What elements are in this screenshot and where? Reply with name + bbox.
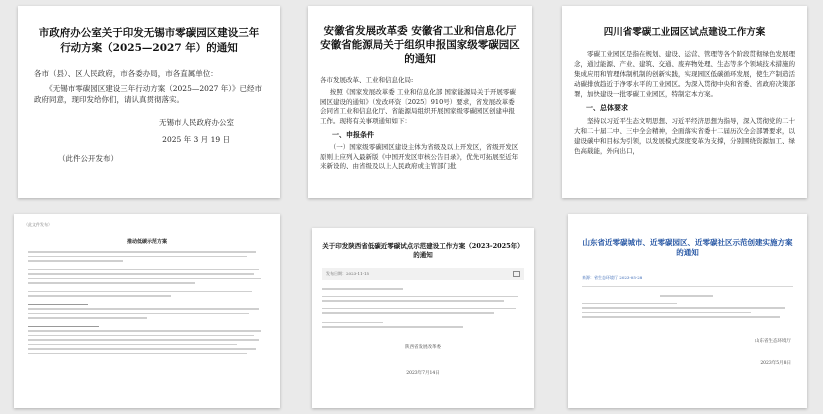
print-icon[interactable] xyxy=(513,271,520,277)
document-body: 《无锡市零碳园区建设三年行动方案（2025—2027 年）》已经市政府同意，现印发给你们，请认真贯彻落实。 xyxy=(34,84,263,104)
document-heading: 推动低碳示范方案 xyxy=(126,239,167,245)
document-title: 四川省零碳工业园区试点建设工作方案 xyxy=(603,27,766,38)
document-signature: 山东省生态环境厅 xyxy=(755,338,791,344)
document-date: 2023年5月8日 xyxy=(760,360,791,366)
document-title: 安徽省发展改革委 安徽省工业和信息化厅 安徽省能源局关于组织申报国家级零碳园区的通知 xyxy=(320,25,520,65)
document-title: 山东省近零碳城市、近零碳园区、近零碳社区示范创建实施方案的通知 xyxy=(582,238,793,257)
document-date: 2023年7月14日 xyxy=(406,370,440,376)
document-header: （此文件发布） xyxy=(24,222,52,227)
document-note: （此件公开发布） xyxy=(58,154,118,163)
document-salutation: 各市发展改革、工业和信息化局: xyxy=(320,76,414,84)
document-card-shaanxi xyxy=(312,228,534,408)
section-heading: 一、申报条件 xyxy=(332,130,374,139)
section-heading: 一、总体要求 xyxy=(586,103,628,112)
document-meta: 发布日期：2023-11-15 xyxy=(326,271,370,276)
document-date: 2025 年 3 月 19 日 xyxy=(162,135,230,144)
document-signature: 无锡市人民政府办公室 xyxy=(159,118,234,127)
document-card-sichuan xyxy=(562,6,807,198)
document-footer: 陕西省发展改革委 xyxy=(405,344,441,350)
document-card-wuxi xyxy=(18,6,280,198)
document-meta-bar xyxy=(322,268,524,280)
document-body: 按照《国家发展改革委 工业和信息化部 国家能源局关于开展零碳园区建设的通知》（发改环资〔2025〕910号）要求，省发展改革委会同省工业和信息化厅、省能源局组织开展国家级零碳园区创建申报工作。现将有关事项通知如下： xyxy=(320,88,516,125)
document-text-lines xyxy=(322,288,524,328)
document-card-shandong xyxy=(568,214,807,408)
document-meta: 来源：省生态环境厅 2023-05-28 xyxy=(582,264,793,287)
document-title: 市政府办公室关于印发无锡市零碳园区建设三年行动方案（2025—2027 年）的通知 xyxy=(38,27,260,54)
document-card-anhui xyxy=(308,6,532,198)
document-body: 零碳工业园区是指在规划、建设、运营、管理等各个阶段贯彻绿色发展理念，通过能源、产业、建筑、交通、废弃物处理、生态等多个领域技术措施的集成应用和管理体制机制的创新实践，实现园区低碳循环发展，使生产制造活动碳排放趋近于净零水平的工业园区。为深入贯彻中央和省委、省政府决策部署，加快建设一批零碳工业园区，特制定本方案。 xyxy=(574,50,795,98)
document-body-2: 坚持以习近平生态文明思想、习近平经济思想为指导，深入贯彻党的二十大和二十届二中、三中全会精神，全面落实省委十二届历次全会部署要求，以建设碳中和目标为引领，以发展模式深度变革为支撑，分别围绕资源加工、绿色高载能，外向出口， xyxy=(574,117,795,155)
document-text-lines xyxy=(582,295,793,318)
document-title: 关于印发陕西省低碳近零碳试点示范建设工作方案（2023-2025年）的通知 xyxy=(322,242,524,259)
document-text-lines xyxy=(28,251,266,354)
document-card-lowcarbon-plan xyxy=(14,214,280,408)
document-item: （一）国家级零碳园区建设主体为省级及以上开发区，省级开发区原则上应列入最新版《中国开发区审核公告目录》，优先可拓展至近年来新设的、由省级及以上人民政府或主管部门批 xyxy=(320,143,519,170)
document-salutation: 各市（县）、区人民政府，市各委办局，市各直属单位： xyxy=(34,69,218,78)
